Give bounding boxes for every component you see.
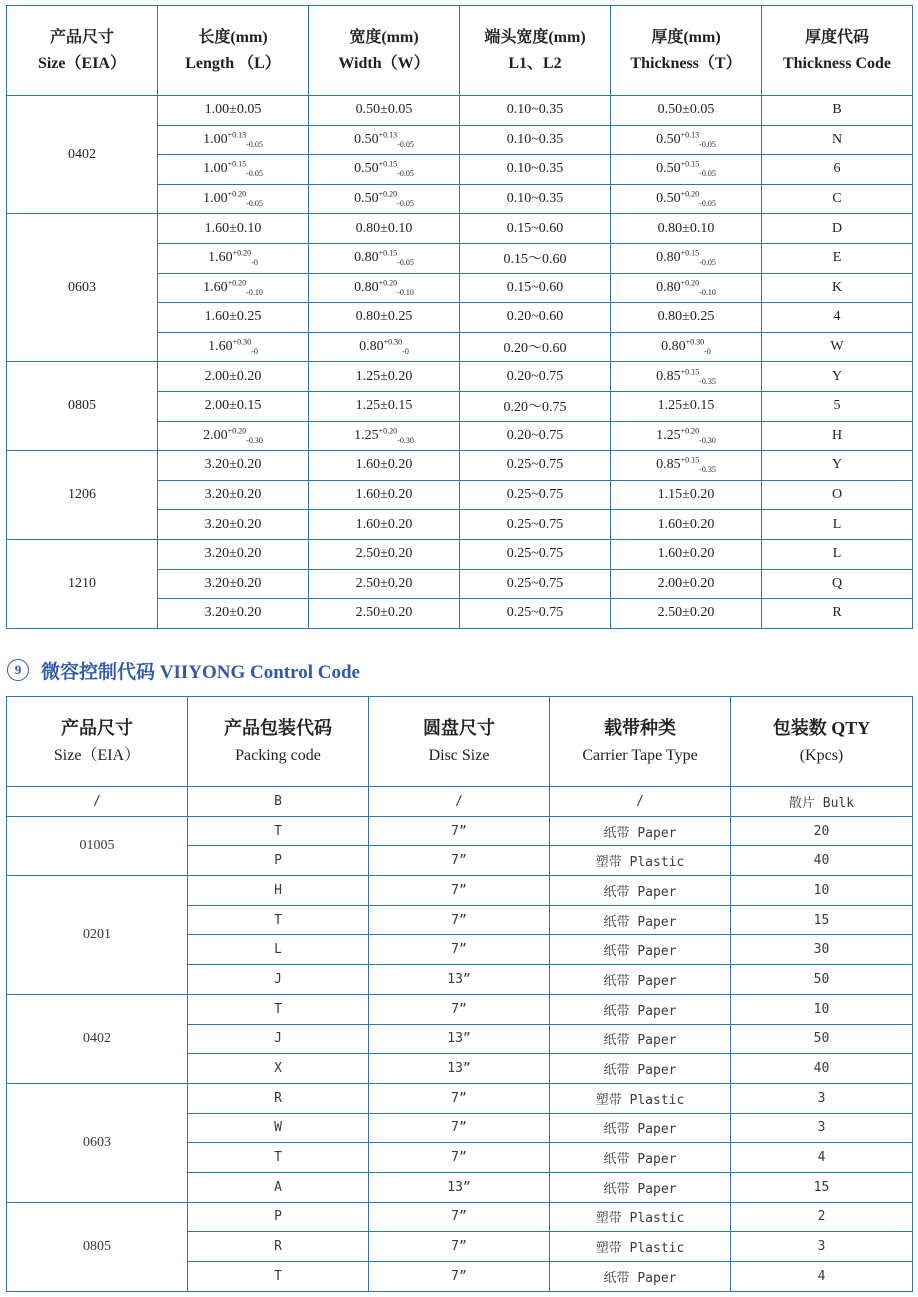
dim-header-5: [762, 6, 913, 96]
thickness-code-cell: Y: [762, 451, 913, 481]
width-cell: [309, 332, 460, 362]
terminal-width-cell: 0.15~0.60: [460, 214, 611, 244]
terminal-width-cell: 0.25~0.75: [460, 510, 611, 540]
value-base: 0.85: [656, 457, 681, 473]
tolerance-lower: -0: [251, 346, 258, 356]
terminal-width-cell: 0.20～0.75: [460, 391, 611, 421]
packing-code-cell: R: [188, 1083, 369, 1113]
thickness-code-cell: W: [762, 332, 913, 362]
ctrl-header-2: [369, 697, 550, 787]
thickness-cell: [611, 155, 762, 185]
header-cn: 载带种类: [604, 717, 676, 738]
thickness-cell: [611, 125, 762, 155]
length-cell: 1.00±0.05: [158, 96, 309, 126]
size-cell: 1206: [7, 451, 158, 540]
qty-cell: 10: [731, 876, 913, 906]
header-en: Disc Size: [428, 746, 490, 764]
length-cell: 1.60±0.10: [158, 214, 309, 244]
value-base: 1.60: [208, 250, 233, 266]
thickness-cell: [611, 421, 762, 451]
size-cell: 0603: [7, 1083, 188, 1202]
tolerance-lower: -0.30: [246, 435, 263, 445]
thickness-cell: 2.00±0.20: [611, 569, 762, 599]
tolerance-upper: +0.13: [378, 130, 398, 140]
tolerance-upper: +0.30: [383, 337, 403, 347]
tolerance-lower: -0.05: [699, 139, 716, 149]
value-base: 0.80: [656, 250, 681, 266]
value-base: 0.50: [354, 191, 379, 207]
thickness-code-cell: Y: [762, 362, 913, 392]
value-base: 0.50: [354, 161, 379, 177]
size-cell: 0805: [7, 1202, 188, 1291]
tolerance-upper: +0.15: [378, 159, 398, 169]
tolerance-upper: +0.15: [680, 159, 700, 169]
header-en: Width（W）: [338, 54, 430, 72]
packing-code-cell: T: [188, 994, 369, 1024]
length-cell: 2.00±0.20: [158, 362, 309, 392]
thickness-code-cell: 5: [762, 391, 913, 421]
tolerance-upper: +0.20: [680, 189, 700, 199]
carrier-tape-cell: /: [550, 787, 731, 817]
thickness-code-cell: D: [762, 214, 913, 244]
tolerance-lower: -0.05: [397, 258, 414, 268]
size-cell: 0402: [7, 96, 158, 214]
tolerance-lower: -0.05: [246, 198, 263, 208]
value-base: 1.60: [208, 339, 233, 355]
thickness-cell: 1.60±0.20: [611, 510, 762, 540]
thickness-code-cell: B: [762, 96, 913, 126]
carrier-tape-cell: 塑带 Plastic: [550, 1083, 731, 1113]
tolerance-upper: +0.30: [685, 337, 705, 347]
header-cn: 产品尺寸: [49, 28, 114, 46]
disc-size-cell: /: [369, 787, 550, 817]
thickness-code-cell: L: [762, 539, 913, 569]
packing-code-cell: T: [188, 1262, 369, 1292]
section-number-badge: 9: [7, 659, 29, 681]
table-row: [7, 214, 913, 244]
carrier-tape-cell: 纸带 Paper: [550, 935, 731, 965]
disc-size-cell: 7”: [369, 935, 550, 965]
carrier-tape-cell: 纸带 Paper: [550, 1024, 731, 1054]
length-cell: 3.20±0.20: [158, 480, 309, 510]
control-code-table: [6, 696, 913, 1292]
width-cell: 1.25±0.15: [309, 391, 460, 421]
thickness-cell: [611, 362, 762, 392]
dim-header-2: [309, 6, 460, 96]
thickness-code-cell: L: [762, 510, 913, 540]
length-cell: 1.60±0.25: [158, 303, 309, 333]
packing-code-cell: A: [188, 1172, 369, 1202]
qty-cell: 4: [731, 1262, 913, 1292]
tolerance-lower: -0.35: [699, 376, 716, 386]
table-row: [7, 1083, 913, 1113]
header-cn: 产品尺寸: [61, 717, 133, 738]
carrier-tape-cell: 纸带 Paper: [550, 965, 731, 995]
packing-code-cell: R: [188, 1232, 369, 1262]
tolerance-upper: +0.20: [378, 426, 398, 436]
thickness-cell: [611, 243, 762, 273]
length-cell: [158, 273, 309, 303]
header-en: Length （L）: [185, 54, 281, 72]
thickness-cell: 1.60±0.20: [611, 539, 762, 569]
table-row: [7, 96, 913, 126]
disc-size-cell: 13”: [369, 965, 550, 995]
qty-cell: 散片 Bulk: [731, 787, 913, 817]
packing-code-cell: X: [188, 1054, 369, 1084]
carrier-tape-cell: 塑带 Plastic: [550, 1232, 731, 1262]
carrier-tape-cell: 纸带 Paper: [550, 1262, 731, 1292]
terminal-width-cell: 0.20~0.60: [460, 303, 611, 333]
size-cell: 0805: [7, 362, 158, 451]
table-row: [7, 362, 913, 392]
tolerance-upper: +0.15: [680, 248, 700, 258]
value-base: 0.80: [661, 339, 686, 355]
qty-cell: 15: [731, 905, 913, 935]
tolerance-lower: -0: [704, 346, 711, 356]
width-cell: 1.60±0.20: [309, 510, 460, 540]
packing-code-cell: J: [188, 1024, 369, 1054]
carrier-tape-cell: 纸带 Paper: [550, 1054, 731, 1084]
header-cn: 宽度(mm): [349, 28, 419, 46]
section-heading: [7, 657, 360, 683]
packing-code-cell: T: [188, 816, 369, 846]
width-cell: 0.50±0.05: [309, 96, 460, 126]
qty-cell: 2: [731, 1202, 913, 1232]
header-cn: 端头宽度(mm): [484, 28, 586, 46]
qty-cell: 30: [731, 935, 913, 965]
packing-code-cell: P: [188, 1202, 369, 1232]
tolerance-lower: -0.05: [246, 139, 263, 149]
tolerance-lower: -0.05: [397, 139, 414, 149]
value-base: 1.00: [203, 131, 228, 147]
terminal-width-cell: 0.10~0.35: [460, 125, 611, 155]
thickness-cell: [611, 451, 762, 481]
value-base: 0.80: [354, 250, 379, 266]
disc-size-cell: 13”: [369, 1024, 550, 1054]
size-cell: 0402: [7, 994, 188, 1083]
value-base: 0.50: [656, 161, 681, 177]
width-cell: [309, 273, 460, 303]
qty-cell: 10: [731, 994, 913, 1024]
thickness-code-cell: Q: [762, 569, 913, 599]
terminal-width-cell: 0.10~0.35: [460, 96, 611, 126]
terminal-width-cell: 0.20~0.75: [460, 362, 611, 392]
dim-header-3: [460, 6, 611, 96]
table-row: [7, 816, 913, 846]
dim-header-1: [158, 6, 309, 96]
tolerance-upper: +0.20: [227, 189, 247, 199]
tolerance-upper: +0.20: [680, 278, 700, 288]
ctrl-header-4: [731, 697, 913, 787]
tolerance-lower: -0.05: [397, 169, 414, 179]
tolerance-upper: +0.20: [227, 278, 247, 288]
disc-size-cell: 7”: [369, 1143, 550, 1173]
qty-cell: 20: [731, 816, 913, 846]
length-cell: [158, 125, 309, 155]
tolerance-lower: -0.05: [699, 198, 716, 208]
terminal-width-cell: 0.25~0.75: [460, 599, 611, 629]
length-cell: [158, 243, 309, 273]
carrier-tape-cell: 纸带 Paper: [550, 816, 731, 846]
width-cell: 1.60±0.20: [309, 451, 460, 481]
packing-code-cell: P: [188, 846, 369, 876]
tolerance-lower: -0.05: [699, 258, 716, 268]
header-cn: 包装数 QTY: [772, 717, 871, 738]
qty-cell: 3: [731, 1113, 913, 1143]
tolerance-lower: -0.05: [699, 169, 716, 179]
packing-code-cell: L: [188, 935, 369, 965]
header-cn: 产品包装代码: [224, 717, 332, 738]
table-row: [7, 787, 913, 817]
control-table-header-row: [7, 697, 913, 787]
value-base: 1.60: [203, 279, 228, 295]
value-base: 1.00: [203, 161, 228, 177]
tolerance-upper: +0.30: [232, 337, 252, 347]
ctrl-header-1: [188, 697, 369, 787]
thickness-cell: [611, 184, 762, 214]
terminal-width-cell: 0.20~0.75: [460, 421, 611, 451]
width-cell: 2.50±0.20: [309, 539, 460, 569]
thickness-code-cell: H: [762, 421, 913, 451]
disc-size-cell: 7”: [369, 1202, 550, 1232]
disc-size-cell: 7”: [369, 994, 550, 1024]
carrier-tape-cell: 纸带 Paper: [550, 1172, 731, 1202]
tolerance-lower: -0: [251, 258, 258, 268]
dim-header-4: [611, 6, 762, 96]
qty-cell: 15: [731, 1172, 913, 1202]
length-cell: 3.20±0.20: [158, 510, 309, 540]
qty-cell: 3: [731, 1083, 913, 1113]
thickness-cell: [611, 273, 762, 303]
tolerance-lower: -0.05: [246, 169, 263, 179]
thickness-code-cell: N: [762, 125, 913, 155]
disc-size-cell: 7”: [369, 816, 550, 846]
table-row: [7, 994, 913, 1024]
length-cell: 3.20±0.20: [158, 451, 309, 481]
header-en: Size（EIA）: [37, 54, 126, 72]
qty-cell: 40: [731, 846, 913, 876]
disc-size-cell: 7”: [369, 905, 550, 935]
width-cell: [309, 155, 460, 185]
thickness-cell: 1.15±0.20: [611, 480, 762, 510]
tolerance-upper: +0.13: [680, 130, 700, 140]
disc-size-cell: 7”: [369, 1113, 550, 1143]
table-row: [7, 451, 913, 481]
tolerance-upper: +0.20: [227, 426, 247, 436]
ctrl-header-3: [550, 697, 731, 787]
width-cell: [309, 125, 460, 155]
tolerance-lower: -0: [402, 346, 409, 356]
length-cell: 3.20±0.20: [158, 599, 309, 629]
value-base: 2.00: [203, 427, 228, 443]
header-en: Size（EIA）: [53, 746, 141, 764]
size-cell: 1210: [7, 539, 158, 628]
table-row: [7, 1202, 913, 1232]
disc-size-cell: 13”: [369, 1172, 550, 1202]
width-cell: [309, 184, 460, 214]
qty-cell: 50: [731, 1024, 913, 1054]
header-en: Thickness Code: [782, 54, 892, 72]
thickness-code-cell: 4: [762, 303, 913, 333]
packing-code-cell: H: [188, 876, 369, 906]
header-cn: 圆盘尺寸: [423, 717, 495, 738]
width-cell: [309, 421, 460, 451]
carrier-tape-cell: 纸带 Paper: [550, 905, 731, 935]
value-base: 0.50: [656, 191, 681, 207]
tolerance-upper: +0.20: [232, 248, 252, 258]
width-cell: 2.50±0.20: [309, 569, 460, 599]
terminal-width-cell: 0.15～0.60: [460, 243, 611, 273]
dim-header-0: [7, 6, 158, 96]
length-cell: 2.00±0.15: [158, 391, 309, 421]
dimension-table: [6, 5, 913, 629]
length-cell: [158, 155, 309, 185]
tolerance-lower: -0.35: [699, 465, 716, 475]
length-cell: [158, 184, 309, 214]
tolerance-lower: -0.05: [397, 198, 414, 208]
length-cell: [158, 332, 309, 362]
disc-size-cell: 7”: [369, 1083, 550, 1113]
thickness-code-cell: E: [762, 243, 913, 273]
thickness-code-cell: K: [762, 273, 913, 303]
header-en: Carrier Tape Type: [582, 746, 698, 764]
size-cell: 0603: [7, 214, 158, 362]
value-base: 0.50: [656, 131, 681, 147]
width-cell: 2.50±0.20: [309, 599, 460, 629]
width-cell: [309, 243, 460, 273]
tolerance-upper: +0.15: [227, 159, 247, 169]
ctrl-header-0: [7, 697, 188, 787]
value-base: 1.00: [203, 191, 228, 207]
terminal-width-cell: 0.25~0.75: [460, 480, 611, 510]
qty-cell: 50: [731, 965, 913, 995]
terminal-width-cell: 0.10~0.35: [460, 184, 611, 214]
thickness-cell: 0.80±0.10: [611, 214, 762, 244]
tolerance-lower: -0.10: [699, 287, 716, 297]
width-cell: 0.80±0.25: [309, 303, 460, 333]
disc-size-cell: 7”: [369, 846, 550, 876]
disc-size-cell: 13”: [369, 1054, 550, 1084]
value-base: 1.25: [656, 427, 681, 443]
header-cn: 长度(mm): [198, 28, 268, 46]
carrier-tape-cell: 塑带 Plastic: [550, 846, 731, 876]
width-cell: 1.25±0.20: [309, 362, 460, 392]
tolerance-upper: +0.13: [227, 130, 247, 140]
qty-cell: 40: [731, 1054, 913, 1084]
disc-size-cell: 7”: [369, 1262, 550, 1292]
terminal-width-cell: 0.10~0.35: [460, 155, 611, 185]
tolerance-lower: -0.30: [699, 435, 716, 445]
dimension-table-header-row: [7, 6, 913, 96]
packing-code-cell: T: [188, 1143, 369, 1173]
header-en: (Kpcs): [799, 746, 844, 764]
size-cell: 01005: [7, 816, 188, 875]
terminal-width-cell: 0.25~0.75: [460, 451, 611, 481]
width-cell: 1.60±0.20: [309, 480, 460, 510]
header-cn: 厚度(mm): [651, 28, 721, 46]
terminal-width-cell: 0.20～0.60: [460, 332, 611, 362]
thickness-code-cell: 6: [762, 155, 913, 185]
header-cn: 厚度代码: [804, 28, 869, 46]
value-base: 0.80: [656, 279, 681, 295]
thickness-code-cell: C: [762, 184, 913, 214]
value-base: 0.85: [656, 368, 681, 384]
disc-size-cell: 7”: [369, 876, 550, 906]
carrier-tape-cell: 塑带 Plastic: [550, 1202, 731, 1232]
length-cell: 3.20±0.20: [158, 539, 309, 569]
qty-cell: 3: [731, 1232, 913, 1262]
thickness-cell: 0.80±0.25: [611, 303, 762, 333]
table-row: [7, 876, 913, 906]
value-base: 1.25: [354, 427, 379, 443]
value-base: 0.80: [354, 279, 379, 295]
carrier-tape-cell: 纸带 Paper: [550, 1113, 731, 1143]
tolerance-upper: +0.20: [680, 426, 700, 436]
tolerance-upper: +0.15: [680, 455, 700, 465]
thickness-cell: 1.25±0.15: [611, 391, 762, 421]
thickness-code-cell: O: [762, 480, 913, 510]
terminal-width-cell: 0.15~0.60: [460, 273, 611, 303]
tolerance-upper: +0.20: [378, 278, 398, 288]
thickness-cell: 2.50±0.20: [611, 599, 762, 629]
tolerance-upper: +0.15: [378, 248, 398, 258]
packing-code-cell: W: [188, 1113, 369, 1143]
thickness-cell: 0.50±0.05: [611, 96, 762, 126]
tolerance-lower: -0.10: [246, 287, 263, 297]
packing-code-cell: B: [188, 787, 369, 817]
header-en: L1、L2: [508, 54, 562, 72]
packing-code-cell: J: [188, 965, 369, 995]
terminal-width-cell: 0.25~0.75: [460, 539, 611, 569]
thickness-cell: [611, 332, 762, 362]
value-base: 0.50: [354, 131, 379, 147]
header-en: Thickness（T）: [630, 54, 742, 72]
section-title-text: 微容控制代码 VIIYONG Control Code: [41, 661, 360, 683]
size-cell: 0201: [7, 876, 188, 995]
qty-cell: 4: [731, 1143, 913, 1173]
length-cell: [158, 421, 309, 451]
carrier-tape-cell: 纸带 Paper: [550, 876, 731, 906]
size-cell: /: [7, 787, 188, 817]
value-base: 0.80: [359, 339, 384, 355]
carrier-tape-cell: 纸带 Paper: [550, 1143, 731, 1173]
table-row: [7, 539, 913, 569]
width-cell: 0.80±0.10: [309, 214, 460, 244]
packing-code-cell: T: [188, 905, 369, 935]
disc-size-cell: 7”: [369, 1232, 550, 1262]
carrier-tape-cell: 纸带 Paper: [550, 994, 731, 1024]
tolerance-upper: +0.15: [680, 366, 700, 376]
terminal-width-cell: 0.25~0.75: [460, 569, 611, 599]
tolerance-lower: -0.30: [397, 435, 414, 445]
length-cell: 3.20±0.20: [158, 569, 309, 599]
tolerance-lower: -0.10: [397, 287, 414, 297]
thickness-code-cell: R: [762, 599, 913, 629]
header-en: Packing code: [235, 746, 321, 764]
tolerance-upper: +0.20: [378, 189, 398, 199]
